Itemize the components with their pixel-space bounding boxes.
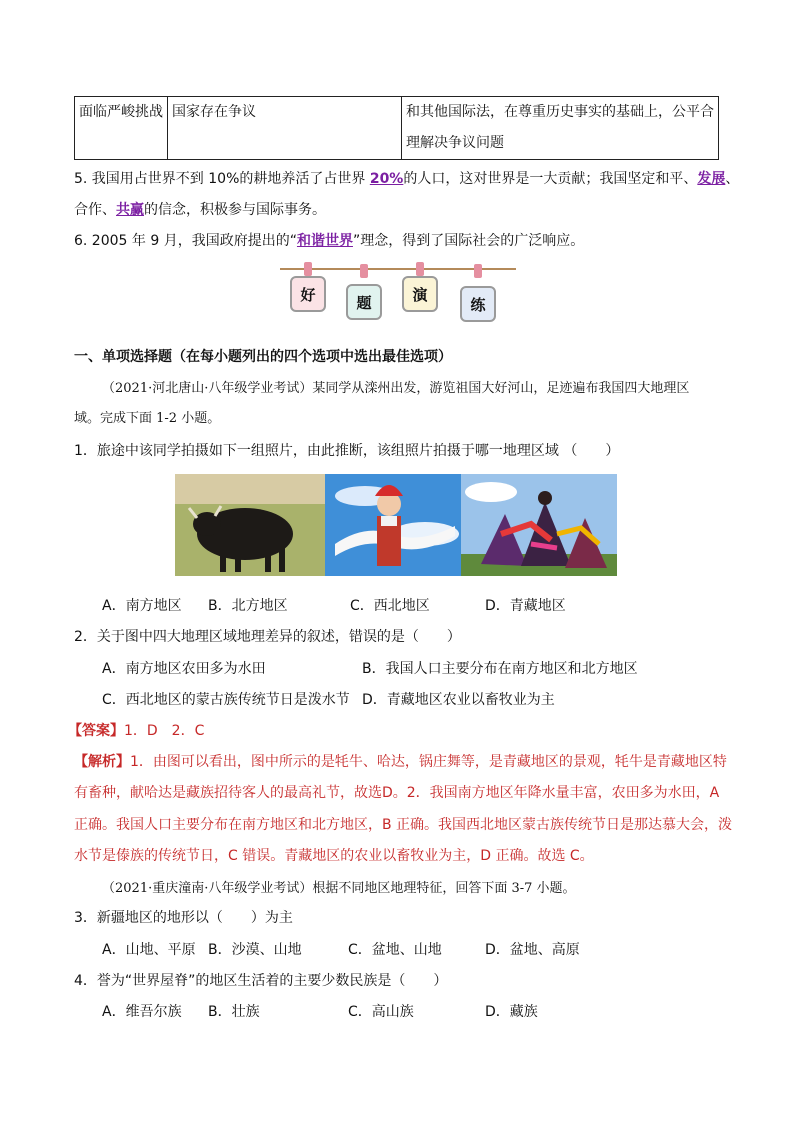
question-2-option-b: B．我国人口主要分布在南方地区和北方地区 xyxy=(362,661,638,677)
question-3-option-d: D．盆地、高原 xyxy=(485,942,580,958)
key-term: 共赢 xyxy=(116,202,144,218)
text: 的信念，积极参与国际事务。 xyxy=(144,202,326,218)
question-1-stem: 1．旅途中该同学拍摄如下一组照片，由此推断，该组照片拍摄于哪一地理区域 （ ） xyxy=(74,443,620,459)
text: 5. 我国用占世界不到 10%的耕地养活了占世界 xyxy=(74,171,370,187)
question-1-option-d: D．青藏地区 xyxy=(485,598,566,614)
analysis-text: 1．由图可以看出，图中所示的是牦牛、哈达，锅庄舞等，是青藏地区的景观，牦牛是青藏地区特 xyxy=(130,754,727,770)
cell-line: 理解决争议问题 xyxy=(406,135,504,151)
question-4-option-d: D．藏族 xyxy=(485,1004,538,1020)
question-2-option-a: A．南方地区农田多为水田 xyxy=(102,661,266,677)
question-4-option-a: A．维吾尔族 xyxy=(102,1004,182,1020)
comparison-table xyxy=(74,96,719,160)
question-3-option-a: A．山地、平原 xyxy=(102,942,196,958)
banner-card: 好 xyxy=(290,276,326,312)
intro-2: （2021·重庆潼南·八年级学业考试）根据不同地区地理特征，回答下面 3-7 小题。 xyxy=(102,881,576,896)
question-1-option-c: C．西北地区 xyxy=(350,598,430,614)
question-2-stem: 2．关于图中四大地理区域地理差异的叙述，错误的是（ ） xyxy=(74,629,461,645)
text: 的人口，这对世界是一大贡献；我国坚定和平、 xyxy=(403,171,698,187)
paragraph-6 xyxy=(74,230,584,250)
question-4-option-c: C．高山族 xyxy=(348,1004,414,1020)
intro-1-line-2: 域。完成下面 1-2 小题。 xyxy=(74,411,221,426)
text: 6. 2005 年 9 月，我国政府提出的“ xyxy=(74,233,297,249)
intro-1-line-1: （2021·河北唐山·八年级学业考试）某同学从滦州出发，游览祖国大好河山，足迹遍布我国四大地理区 xyxy=(102,381,690,396)
question-2-option-c: C．西北地区的蒙古族传统节日是泼水节 xyxy=(102,692,350,708)
text: 、 xyxy=(725,171,740,187)
key-term: 和谐世界 xyxy=(296,233,353,249)
analysis-label: 【解析】 xyxy=(74,754,130,770)
practice-banner xyxy=(280,260,516,336)
banner-card: 演 xyxy=(402,276,438,312)
answer-text: 1．D 2．C xyxy=(124,723,205,739)
analysis-line-2: 有畜种，献哈达是藏族招待客人的最高礼节，故选D。2．我国南方地区年降水量丰富，农田多为水田，A xyxy=(74,785,720,801)
question-2-option-d: D．青藏地区农业以畜牧业为主 xyxy=(362,692,555,708)
clothespin-icon xyxy=(416,262,424,276)
hada-photo xyxy=(325,474,461,576)
question-4-stem: 4．誉为“世界屋脊”的地区生活着的主要少数民族是（ ） xyxy=(74,973,448,989)
banner-card: 题 xyxy=(346,284,382,320)
key-term: 20% xyxy=(369,171,404,187)
analysis-line-3: 正确。我国人口主要分布在南方地区和北方地区，B 正确。我国西北地区蒙古族传统节日是那达慕大会，泼 xyxy=(74,817,733,833)
table-cell: 面临严峻挑战 xyxy=(75,97,168,160)
question-4-option-b: B．壮族 xyxy=(208,1004,260,1020)
answer-line xyxy=(68,720,204,740)
paragraph-5-line-2 xyxy=(74,199,326,219)
table-row xyxy=(75,97,719,160)
clothespin-icon xyxy=(474,264,482,278)
paragraph-5-line-1 xyxy=(74,168,739,188)
question-3-option-c: C．盆地、山地 xyxy=(348,942,442,958)
table-cell xyxy=(402,97,719,160)
answer-label: 【答案】 xyxy=(68,723,124,739)
clothespin-icon xyxy=(360,264,368,278)
question-1-option-b: B．北方地区 xyxy=(208,598,288,614)
clothespin-icon xyxy=(304,262,312,276)
table-cell: 国家存在争议 xyxy=(168,97,402,160)
banner-card: 练 xyxy=(460,286,496,322)
text: ”理念，得到了国际社会的广泛响应。 xyxy=(352,233,585,249)
section-heading: 一、单项选择题（在每小题列出的四个选项中选出最佳选项） xyxy=(74,349,452,365)
question-1-option-a: A．南方地区 xyxy=(102,598,182,614)
key-term: 发展 xyxy=(697,171,726,187)
yak-photo xyxy=(175,474,325,576)
analysis-line-4: 水节是傣族的传统节日，C 错误。青藏地区的农业以畜牧业为主，D 正确。故选 C。 xyxy=(74,848,594,864)
photo-strip xyxy=(175,474,617,576)
text: 合作、 xyxy=(74,202,116,218)
question-3-stem: 3．新疆地区的地形以（ ）为主 xyxy=(74,910,293,926)
analysis-line-1 xyxy=(74,751,727,771)
dance-photo xyxy=(461,474,617,576)
question-3-option-b: B．沙漠、山地 xyxy=(208,942,302,958)
cell-line: 和其他国际法，在尊重历史事实的基础上，公平合 xyxy=(406,104,714,120)
